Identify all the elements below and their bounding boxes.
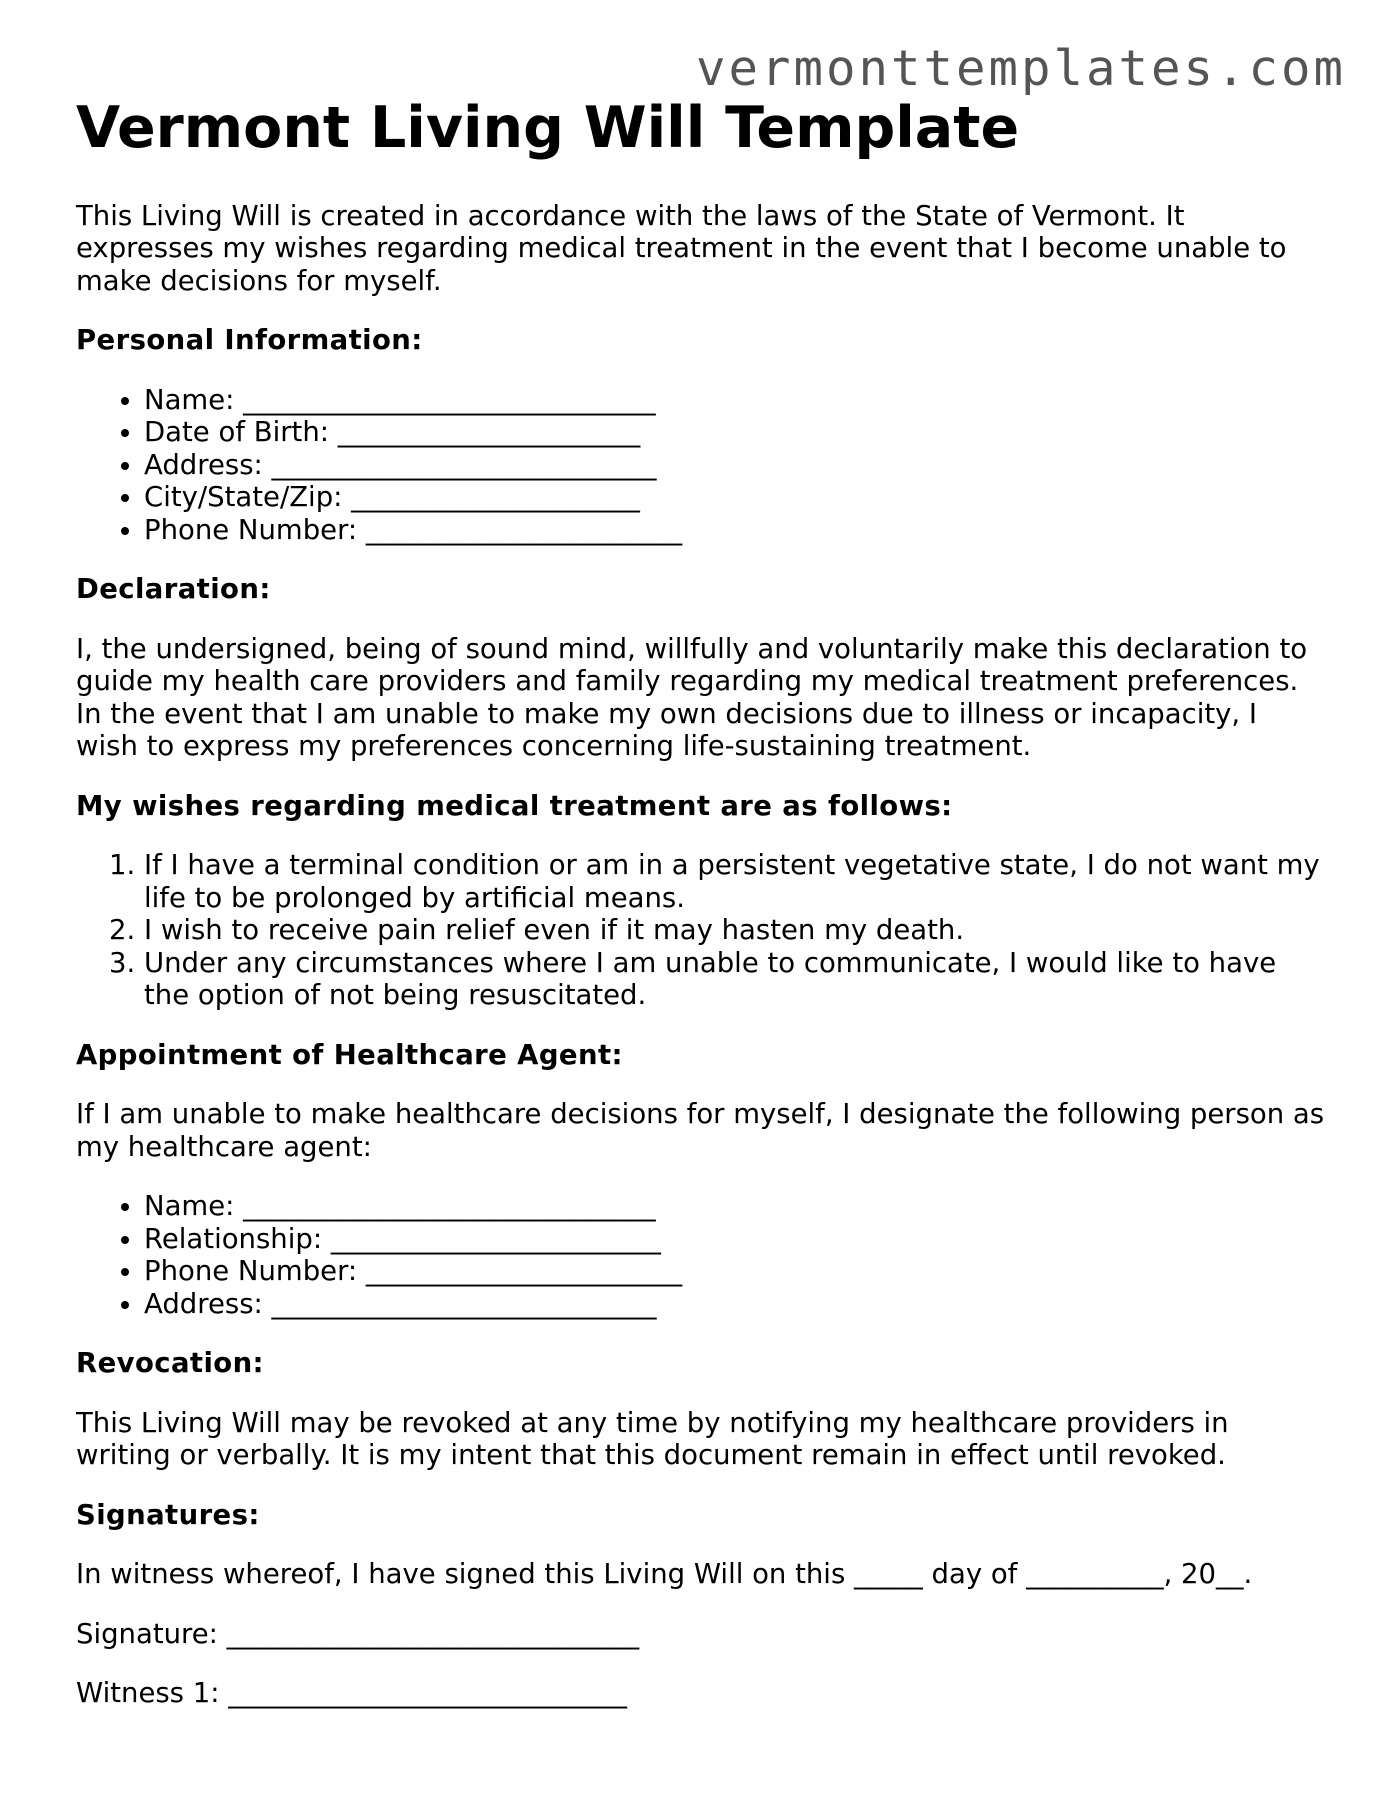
agent-heading: Appointment of Healthcare Agent: bbox=[76, 1038, 623, 1071]
intro-paragraph: This Living Will is created in accordance with the laws of the State of Vermont. It expresses my wishes regarding medical treatment in the event that I become unable to make decisions for myself. bbox=[76, 199, 1287, 297]
agent-relationship-field: • Relationship: ________________________ bbox=[144, 1223, 1326, 1256]
wish-item: 2. I wish to receive pain relief even if it may hasten my death. bbox=[144, 914, 1326, 947]
revocation-paragraph: This Living Will may be revoked at any time by notifying my healthcare providers in writing or verbally. It is my intent that this document remain in effect until revoked. bbox=[76, 1406, 1229, 1472]
personal-city-state-zip-field: • City/State/Zip: _____________________ bbox=[144, 481, 1326, 514]
personal-address-field: • Address: ____________________________ bbox=[144, 449, 1326, 482]
signature-line: Signature: ______________________________ bbox=[76, 1617, 640, 1650]
revocation-heading: Revocation: bbox=[76, 1347, 264, 1380]
declaration-paragraph: I, the undersigned, being of sound mind, willfully and voluntarily make this declaration to guide my health care providers and family regarding my medical treatment preferences. In the event that I am unable to make my own decisions due to illness or incapacity, I wish to express my preferences concerning life-sustaining treatment. bbox=[76, 632, 1308, 763]
wish-item: 3. Under any circumstances where I am unable to communicate, I would like to have the option of not being resuscitated. bbox=[144, 947, 1326, 1012]
agent-address-field: • Address: ____________________________ bbox=[144, 1288, 1326, 1321]
wish-item: 1. If I have a terminal condition or am in a persistent vegetative state, I do not want my life to be prolonged by artificial means. bbox=[144, 849, 1326, 914]
witness1-line: Witness 1: _____________________________ bbox=[76, 1677, 628, 1710]
personal-name-field: • Name: ______________________________ bbox=[144, 384, 1326, 417]
witness-date-line: In witness whereof, I have signed this Living Will on this _____ day of __________, 20__. bbox=[76, 1558, 1253, 1591]
personal-dob-field: • Date of Birth: ______________________ bbox=[144, 416, 1326, 449]
personal-phone-field: • Phone Number: _______________________ bbox=[144, 514, 1326, 547]
agent-name-field: • Name: ______________________________ bbox=[144, 1190, 1326, 1223]
agent-paragraph: If I am unable to make healthcare decisions for myself, I designate the following person as my healthcare agent: bbox=[76, 1098, 1325, 1163]
personal-info-list bbox=[76, 384, 1326, 547]
site-watermark: vermonttemplates.com bbox=[695, 40, 1346, 97]
wishes-heading: My wishes regarding medical treatment are as follows: bbox=[76, 789, 953, 822]
agent-info-list bbox=[76, 1190, 1326, 1320]
signatures-heading: Signatures: bbox=[76, 1498, 260, 1531]
wishes-list bbox=[76, 849, 1326, 1012]
declaration-heading: Declaration: bbox=[76, 573, 271, 606]
document-page bbox=[76, 96, 1326, 1737]
page-title: Vermont Living Will Template bbox=[76, 95, 1020, 161]
agent-phone-field: • Phone Number: _______________________ bbox=[144, 1255, 1326, 1288]
personal-info-heading: Personal Information: bbox=[76, 324, 423, 357]
